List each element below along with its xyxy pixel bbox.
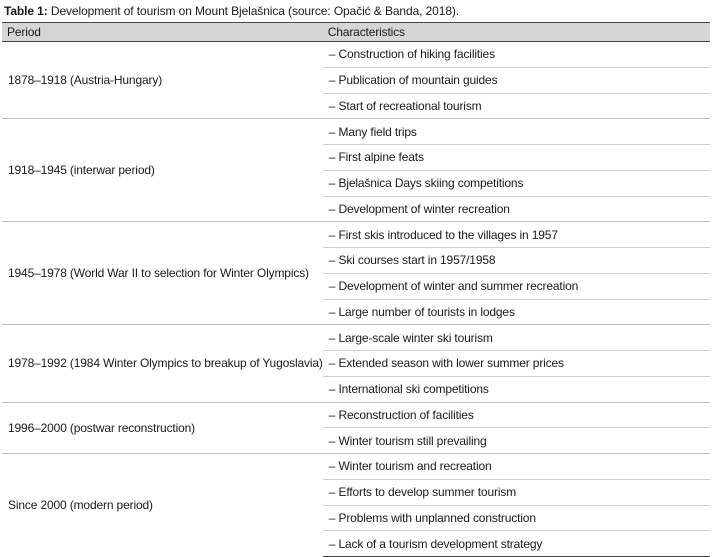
characteristic-cell: – Extended season with lower summer prices	[323, 351, 710, 377]
characteristic-cell: – Many field trips	[323, 119, 710, 145]
characteristic-cell: – First skis introduced to the villages in 1957	[323, 222, 710, 248]
period-cell: 1878–1918 (Austria-Hungary)	[8, 73, 163, 88]
characteristic-cell: – Large number of tourists in lodges	[323, 299, 710, 325]
characteristic-cell: – Lack of a tourism development strategy	[323, 531, 710, 557]
header-characteristics: Characteristics	[323, 23, 710, 42]
table-row	[2, 402, 710, 428]
table-row	[2, 119, 710, 145]
period-cell: 1918–1945 (interwar period)	[2, 119, 323, 222]
tourism-development-table	[2, 22, 710, 557]
table-header	[2, 23, 710, 42]
characteristic-cell: – Efforts to develop summer tourism	[323, 479, 710, 505]
characteristic-cell: – Reconstruction of facilities	[323, 402, 710, 428]
table-row	[2, 222, 710, 248]
period-cell: 1996–2000 (postwar reconstruction)	[2, 402, 323, 454]
table-caption	[4, 4, 459, 18]
characteristic-cell: – Publication of mountain guides	[323, 67, 710, 93]
characteristic-cell: – Problems with unplanned construction	[323, 505, 710, 531]
table-row	[2, 454, 710, 480]
period-cell: Since 2000 (modern period)	[2, 454, 323, 557]
table-row	[2, 42, 710, 68]
table-row	[2, 325, 710, 351]
characteristic-cell: – Start of recreational tourism	[323, 93, 710, 119]
characteristic-cell: – Development of winter recreation	[323, 196, 710, 222]
header-period: Period	[2, 23, 323, 42]
characteristic-cell: – International ski competitions	[323, 376, 710, 402]
table-body	[2, 42, 710, 557]
caption-text: Development of tourism on Mount Bjelašnica (source: Opačić & Banda, 2018).	[47, 4, 460, 18]
period-cell: 1978–1992 (1984 Winter Olympics to breakup of Yugoslavia)	[2, 325, 323, 402]
characteristic-cell: – First alpine feats	[323, 145, 710, 171]
period-cell: 1945–1978 (World War II to selection for Winter Olympics)	[2, 222, 323, 325]
characteristic-cell: – Ski courses start in 1957/1958	[323, 248, 710, 274]
characteristic-cell: – Construction of hiking facilities	[328, 47, 495, 62]
characteristic-cell: – Winter tourism still prevailing	[323, 428, 710, 454]
characteristic-cell: – Large-scale winter ski tourism	[323, 325, 710, 351]
characteristic-cell: – Development of winter and summer recreation	[323, 273, 710, 299]
header-row	[2, 23, 710, 42]
characteristic-cell: – Bjelašnica Days skiing competitions	[323, 170, 710, 196]
characteristic-cell: – Winter tourism and recreation	[323, 454, 710, 480]
caption-label: Table 1:	[4, 4, 48, 18]
